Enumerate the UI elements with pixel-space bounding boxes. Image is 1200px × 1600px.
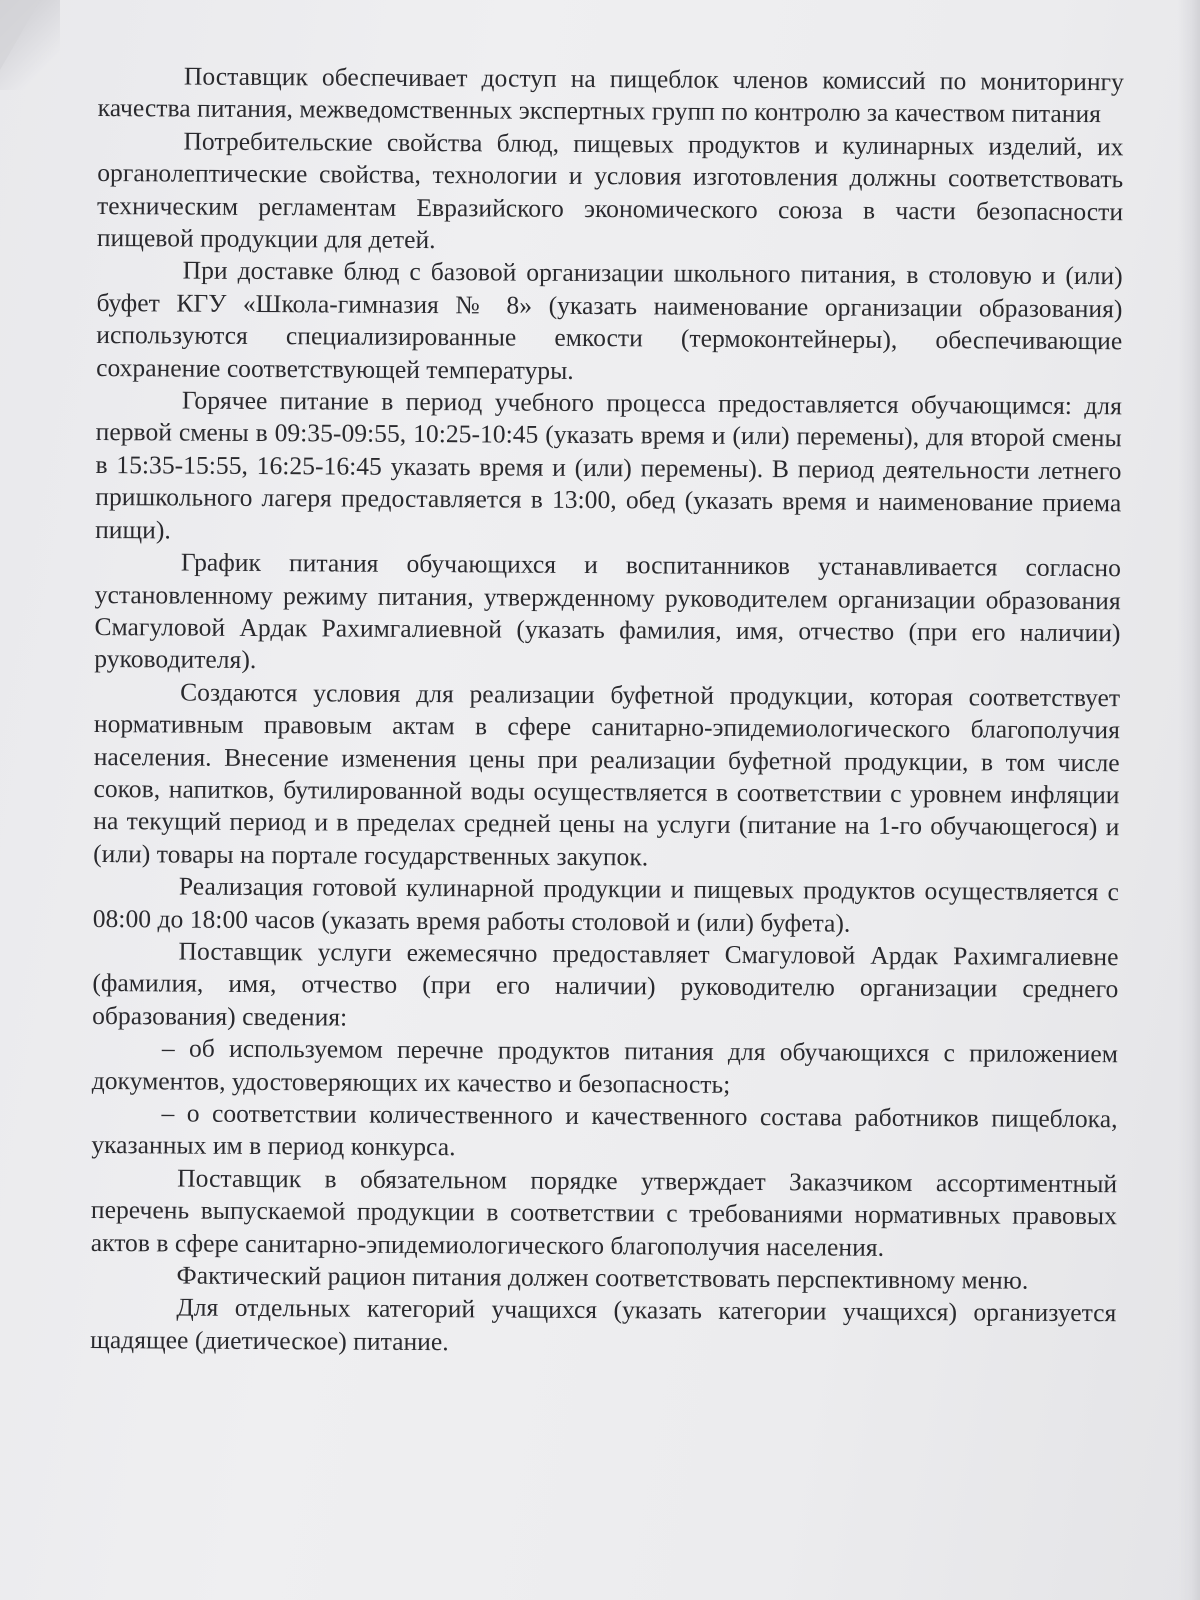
paragraph-assortment-approval: Поставщик в обязательном порядке утверждает Заказчиком ассортиментный перечень выпускаемой продукции в соответствии с требованиями нормативных правовых актов в сфере санитарно-эпидемиологического благополучия населения.	[90, 1163, 1118, 1262]
document-body	[90, 60, 1124, 1362]
paragraph-monthly-report: Поставщик услуги ежемесячно предоставляет Смагуловой Ардак Рахимгалиевне (фамилия, имя, отчество (при его наличии) руководителю организации среднего образования) сведения:	[92, 936, 1119, 1032]
paragraph-hot-meal-schedule: Горячее питание в период учебного процесса предоставляется обучающимся: для первой смены в 09:35-09:55, 10:25-10:45 (указать время и (или) перемены), для второй смены в 15:35-15:55, 16:25-16:45 указать время и (или) перемены). В период деятельности летнего пришкольного лагеря предоставляется в 13:00, обед (указать время и наименование приема пищи).	[95, 385, 1122, 545]
page-corner-fold	[0, 0, 40, 70]
paragraph-diet-meals: Для отдельных категорий учащихся (указать категории учащихся) организуется щадящее (диетическое) питание.	[90, 1292, 1117, 1357]
paragraph-kitchen-access: Поставщик обеспечивает доступ на пищеблок членов комиссий по мониторингу качества питания, межведомственных экспертных групп по контролю за качеством питания	[97, 61, 1124, 129]
paragraph-consumer-properties: Потребительские свойства блюд, пищевых продуктов и кулинарных изделий, их органолептические свойства, технологии и условия изготовления должны соответствовать техническим регламентам Евразийского экономического союза в части безопасности пищевой продукции для детей.	[96, 126, 1124, 255]
paragraph-sales-hours: Реализация готовой кулинарной продукции и пищевых продуктов осуществляется с 08:00 до 18:00 часов (указать время работы столовой и (или) буфета).	[92, 871, 1120, 938]
list-item-staff: – о соответствии количественного и качественного состава работников пищеблока, указанных им в период конкурса.	[91, 1098, 1118, 1162]
page-edge-shadow	[1178, 0, 1200, 1600]
paragraph-meal-timetable: График питания обучающихся и воспитанников устанавливается согласно установленному режиму питания, утвержденному руководителем организации образования Смагуловой Ардак Рахимгалиевной (указать фамилия, имя, отчество (при его наличии) руководителя).	[94, 547, 1122, 675]
list-item-products: – об используемом перечне продуктов питания для обучающихся с приложением документов, удостоверяющих их качество и безопасность;	[91, 1033, 1119, 1099]
paragraph-buffet-conditions: Создаются условия для реализации буфетной продукции, которая соответствует нормативным правовым актам в сфере санитарно-эпидемиологического благополучия населения. Внесение изменения цены при реализации буфетной продукции, в том числе соков, напитков, бутилированной воды осуществляется в соответствии с уровнем инфляции на текущий период и в пределах средней цены на услуги (питание на 1-го обучающегося) и (или) товары на портале государственных закупок.	[93, 677, 1121, 872]
paragraph-actual-ration: Фактический рацион питания должен соответствовать перспективному меню.	[176, 1260, 1029, 1295]
paragraph-delivery-containers: При доставке блюд с базовой организации школьного питания, в столовую и (или) буфет КГУ «Школа-гимназия № 8» (указать наименование организации образования) используются специализированные емкости (термоконтейнеры), обеспечивающие сохранение соответствующей температуры.	[96, 255, 1123, 385]
